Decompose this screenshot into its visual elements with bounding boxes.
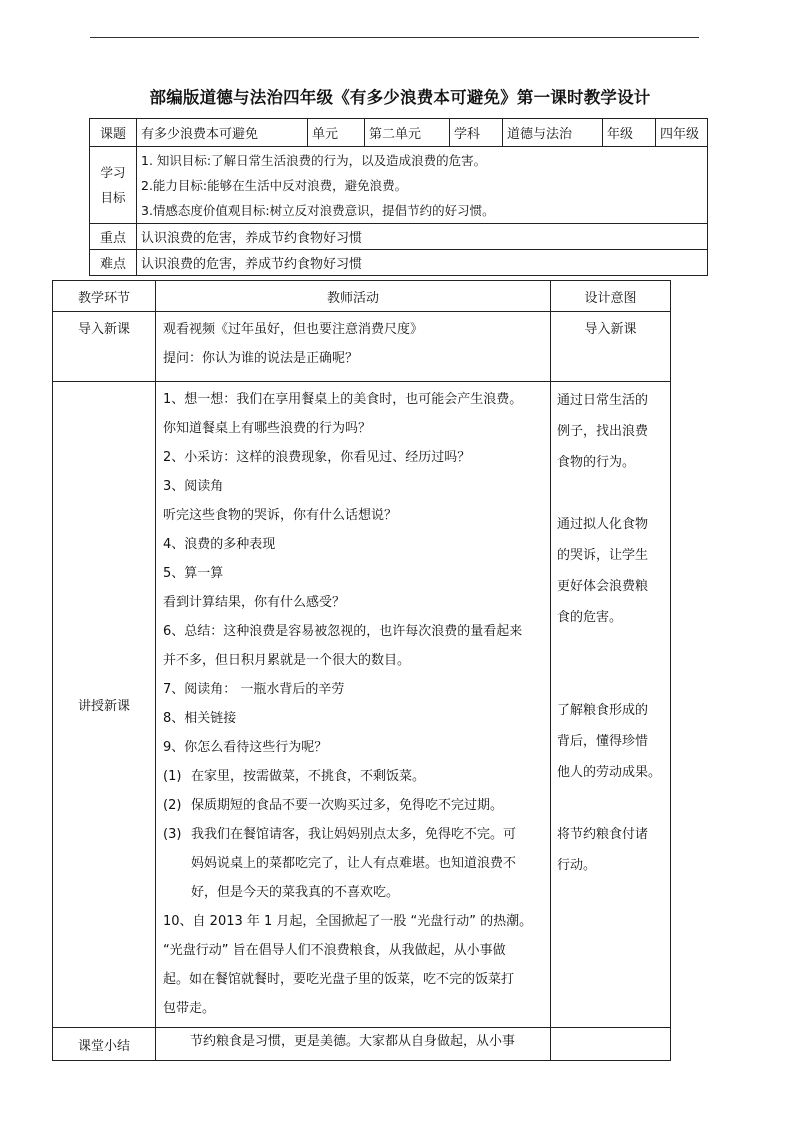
intent-line: 食物的行为。 bbox=[557, 455, 636, 470]
grade-label: 年级 bbox=[603, 119, 656, 147]
goals-content bbox=[137, 147, 708, 224]
activity-line: 看到计算结果，你有什么感受？ bbox=[163, 595, 346, 610]
intent-line: 了解粮食形成的 bbox=[557, 703, 649, 718]
goal-attitude: 3.情感态度价值观目标:树立反对浪费意识，提倡节约的好习惯。 bbox=[141, 202, 495, 218]
lesson-stage: 讲授新课 bbox=[53, 382, 156, 1028]
activity-line: 5、算一算 bbox=[163, 566, 224, 581]
topic-label: 课题 bbox=[90, 119, 137, 147]
header-design-intent: 设计意图 bbox=[551, 281, 671, 312]
grade-value: 四年级 bbox=[656, 119, 708, 147]
activity-line: 起。如在餐馆就餐时，要吃光盘子里的饭菜，吃不完的饭菜打 bbox=[163, 972, 515, 987]
intent-line: 通过拟人化食物 bbox=[557, 517, 649, 532]
activity-line: 6、总结：这种浪费是容易被忽视的，也许每次浪费的量看起来 bbox=[163, 624, 523, 639]
activity-line: “光盘行动” 旨在倡导人们不浪费粮食，从我做起，从小事做 bbox=[163, 943, 506, 958]
header-stage: 教学环节 bbox=[53, 281, 156, 312]
difficulty-label: 难点 bbox=[90, 250, 137, 276]
activity-line: 7、阅读角： 一瓶水背后的辛劳 bbox=[163, 682, 345, 697]
activity-line: 听完这些食物的哭诉，你有什么话想说？ bbox=[163, 508, 398, 523]
unit-label: 单元 bbox=[308, 119, 365, 147]
intro-activity: 观看视频《过年虽好，但也要注意消费尺度》 提问：你认为谁的说法是正确呢？ bbox=[156, 312, 551, 382]
activity-line: 4、浪费的多种表现 bbox=[163, 537, 276, 552]
summary-text: 节约粮食是习惯，更是美德。大家都从自身做起，从小事 bbox=[156, 1028, 551, 1061]
lesson-activity: 1、想一想：我们在享用餐桌上的美食时，也可能会产生浪费。 你知道餐桌上有哪些浪费的行为吗？ 2、小采访：这样的浪费现象，你看见过、经历过吗？ 3、阅读角 听完这些食物的哭诉，你有什么话想说？ 4、浪费的多种表现 5、算一算 看到计算结果，你有什么感受？ 6、总结：这种浪费是容易被忽视的，也许每次浪费的量看起来 并不多，但日积月累就是一个很大的数目。 7、阅读角： 一瓶水背后的辛劳 8、相关链接 9、你怎么看待这些行为呢？ (1) 在家里，按需做菜，不挑食，不剩饭菜。 (2) 保质期短的食品不要一次购买过多，免得吃不完过期。 (3) 我我们在餐馆请客，我让妈妈别点太多，免得吃不完。可 妈妈说桌上的菜都吃完了，让人有点难堪。也知道浪费不 好，但是今天的菜我真的不喜欢吃。 10、自 2013 年 1 月起，全国掀起了一股 “光盘行动” 的热潮。 “光盘行动” 旨在倡导人们不浪费粮食，从我做起，从小事做 起。如在餐馆就餐时，要吃光盘子里的饭菜，吃不完的饭菜打 包带走。 bbox=[156, 382, 551, 1028]
subject-label: 学科 bbox=[450, 119, 503, 147]
activity-line: 10、自 2013 年 1 月起，全国掀起了一股 “光盘行动” 的热潮。 bbox=[163, 914, 533, 929]
behavior-item: (3) 我我们在餐馆请客，我让妈妈别点太多，免得吃不完。可 bbox=[163, 827, 517, 842]
activity-line: 1、想一想：我们在享用餐桌上的美食时，也可能会产生浪费。 bbox=[163, 392, 523, 407]
lesson-info-table bbox=[89, 118, 708, 276]
goals-label: 学习 目标 bbox=[90, 147, 137, 224]
intent-line: 食的危害。 bbox=[557, 610, 623, 625]
behavior-item: (2) 保质期短的食品不要一次购买过多，免得吃不完过期。 bbox=[163, 798, 504, 813]
unit-value: 第二单元 bbox=[365, 119, 450, 147]
intro-intent: 导入新课 bbox=[551, 312, 671, 382]
goal-ability: 2.能力目标:能够在生活中反对浪费，避免浪费。 bbox=[141, 177, 408, 193]
header-rule bbox=[90, 37, 699, 38]
subject-value: 道德与法治 bbox=[503, 119, 603, 147]
intent-line: 例子，找出浪费 bbox=[557, 424, 649, 439]
goal-knowledge: 1. 知识目标:了解日常生活浪费的行为，以及造成浪费的危害。 bbox=[141, 152, 487, 168]
intent-line: 行动。 bbox=[557, 858, 597, 873]
summary-stage: 课堂小结 bbox=[53, 1028, 156, 1061]
intent-line: 的哭诉，让学生 bbox=[557, 548, 649, 563]
key-point-label: 重点 bbox=[90, 224, 137, 250]
teaching-process-table bbox=[52, 280, 671, 1061]
activity-line: 你知道餐桌上有哪些浪费的行为吗？ bbox=[163, 421, 372, 436]
intent-line: 背后，懂得珍惜 bbox=[557, 734, 649, 749]
topic-value: 有多少浪费本可避免 bbox=[137, 119, 308, 147]
activity-line: 3、阅读角 bbox=[163, 479, 224, 494]
intent-line: 通过日常生活的 bbox=[557, 393, 649, 408]
intent-line: 更好体会浪费粮 bbox=[557, 579, 649, 594]
behavior-item: (1) 在家里，按需做菜，不挑食，不剩饭菜。 bbox=[163, 769, 426, 784]
lesson-intent bbox=[551, 382, 671, 1028]
activity-line: 包带走。 bbox=[163, 1001, 216, 1016]
intro-stage: 导入新课 bbox=[53, 312, 156, 382]
key-point-value: 认识浪费的危害，养成节约食物好习惯 bbox=[137, 224, 708, 250]
document-title: 部编版道德与法治四年级《有多少浪费本可避免》第一课时教学设计 bbox=[149, 88, 651, 107]
difficulty-value: 认识浪费的危害，养成节约食物好习惯 bbox=[137, 250, 708, 276]
activity-line: 并不多，但日积月累就是一个很大的数目。 bbox=[163, 653, 411, 668]
activity-line: 9、你怎么看待这些行为呢？ bbox=[163, 740, 328, 755]
activity-line: 2、小采访：这样的浪费现象，你看见过、经历过吗？ bbox=[163, 450, 471, 465]
summary-intent bbox=[551, 1028, 671, 1061]
intent-line: 将节约粮食付诸 bbox=[557, 827, 649, 842]
intent-line: 他人的劳动成果。 bbox=[557, 765, 662, 780]
activity-line: 8、相关链接 bbox=[163, 711, 237, 726]
header-teacher-activity: 教师活动 bbox=[156, 281, 551, 312]
